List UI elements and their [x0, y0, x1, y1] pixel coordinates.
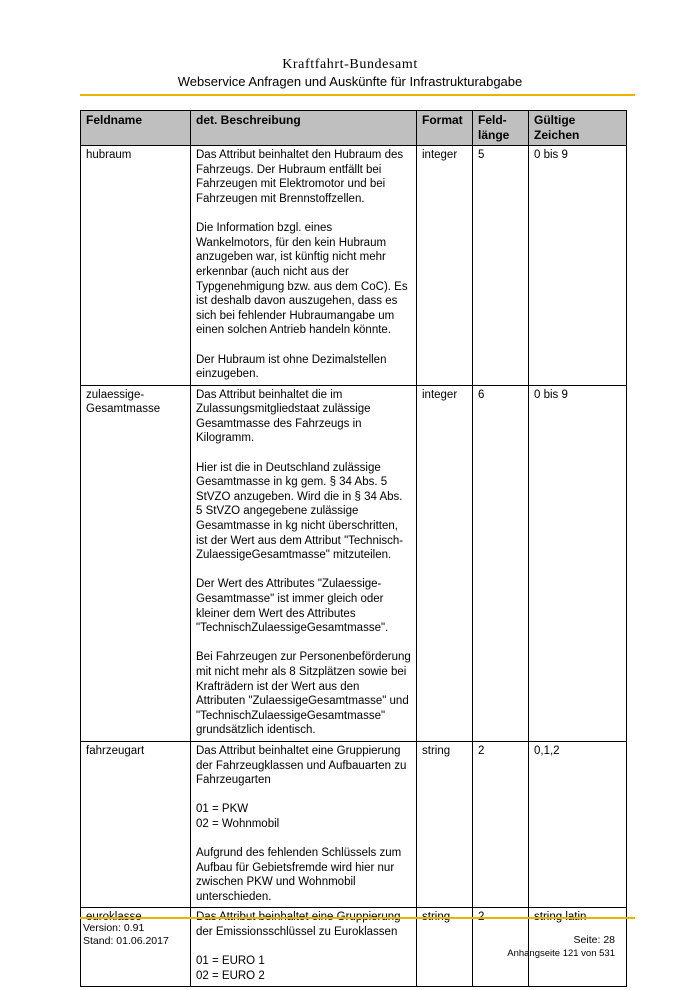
footer-right: [507, 934, 615, 960]
organization-name: Kraftfahrt-Bundesamt: [282, 57, 418, 72]
cell-gueltige-zeichen: 0 bis 9: [529, 385, 627, 741]
description-paragraph: Das Attribut beinhaltet eine Gruppierung der Fahrzeugklassen und Aufbauarten zu Fahrzeugarten: [196, 744, 407, 787]
version-label: Version: 0.91: [83, 922, 145, 934]
cell-format: integer: [417, 385, 473, 741]
description-paragraph: Das Attribut beinhaltet den Hubraum des Fahrzeugs. Der Hubraum entfällt bei Fahrzeugen mit Elektromotor und bei Fahrzeugen mit Brennstoffzellen.: [196, 149, 404, 205]
cell-gueltige-zeichen: 0,1,2: [529, 741, 627, 908]
cell-feldlaenge: 2: [473, 741, 529, 908]
appendix-page-number: Anhangseite 121 von 531: [507, 948, 615, 959]
table-header-row: [81, 111, 627, 146]
cell-feldname: zulaessige- Gesamtmasse: [81, 385, 191, 741]
table-row: [81, 741, 627, 908]
description-paragraph: Der Wert des Attributes "Zulaessige-Gesamtmasse" ist immer gleich oder kleiner dem Wert des Attributes "TechnischZulaessigeGesamtmasse".: [196, 578, 389, 635]
cell-feldname: hubraum: [81, 146, 191, 386]
description-paragraph: Der Hubraum ist ohne Dezimalstellen einzugeben.: [196, 353, 387, 381]
header-divider: [80, 94, 635, 96]
description-paragraph: der Emissionsschlüssel zu Euroklassen: [196, 926, 398, 939]
description-paragraph: 01 = EURO 1 02 = EURO 2: [196, 955, 265, 982]
cell-feldlaenge: 5: [473, 146, 529, 386]
cell-format: integer: [417, 146, 473, 386]
cell-gueltige-zeichen: 0 bis 9: [529, 146, 627, 386]
column-header-feldname: Feldname: [81, 111, 191, 146]
table-row: [81, 146, 627, 386]
document-title: Webservice Anfragen und Auskünfte für Infrastrukturabgabe: [177, 74, 523, 89]
footer-left: [83, 922, 169, 948]
field-spec-table: [80, 110, 627, 987]
cell-beschreibung: [191, 146, 417, 386]
description-paragraph: Die Information bzgl. eines Wankelmotors, für den kein Hubraum anzugeben war, ist künftig nicht mehr erkennbar (auch nicht aus der Typgenehmigung bzw. aus dem CoC). Es ist deshalb davon auszugehen, dass es sich bei fehlender Hubraumangabe um einen solchen Antrieb handeln könnte.: [196, 222, 408, 337]
cell-beschreibung: [191, 741, 417, 908]
cell-feldname: fahrzeugart: [81, 741, 191, 908]
cell-feldlaenge: 6: [473, 385, 529, 741]
page-number: Seite: 28: [573, 934, 615, 946]
column-header-feldlaenge: Feld- länge: [473, 111, 529, 146]
column-header-beschreibung: det. Beschreibung: [191, 111, 417, 146]
description-paragraph: Bei Fahrzeugen zur Personenbeförderung mit nicht mehr als 8 Sitzplätzen sowie bei Krafträdern ist der Wert aus den Attributen "ZulaessigeGesamtmasse" und "TechnischZulaessigeGesamtmasse" grundsätzlich identisch.: [196, 651, 411, 737]
cell-beschreibung: [191, 908, 417, 987]
stand-label: Stand: 01.06.2017: [83, 935, 169, 947]
table-row: [81, 385, 627, 741]
cell-beschreibung: [191, 385, 417, 741]
column-header-gueltige-zeichen: Gültige Zeichen: [529, 111, 627, 146]
description-paragraph: Aufgrund des fehlenden Schlüssels zum Aufbau für Gebietsfremde wird hier nur zwischen PKW und Wohnmobil unterschieden.: [196, 847, 402, 903]
description-paragraph: Hier ist die in Deutschland zulässige Gesamtmasse in kg gem. § 34 Abs. 5 StVZO anzugeben. Wird die in § 34 Abs. 5 StVZO angegebene zulässige Gesamtmasse in kg nicht überschritten, ist der Wert aus dem Attribut "Technisch-ZulaessigeGesamtmasse" mitzuteilen.: [196, 461, 404, 562]
cell-format: string: [417, 741, 473, 908]
footer-divider: [80, 917, 635, 919]
column-header-format: Format: [417, 111, 473, 146]
cell-format: [417, 908, 473, 987]
description-paragraph: 01 = PKW 02 = Wohnmobil: [196, 803, 280, 830]
description-paragraph: Das Attribut beinhaltet die im Zulassungsmitgliedstaat zulässige Gesamtmasse des Fahrzeugs in Kilogramm.: [196, 388, 371, 445]
